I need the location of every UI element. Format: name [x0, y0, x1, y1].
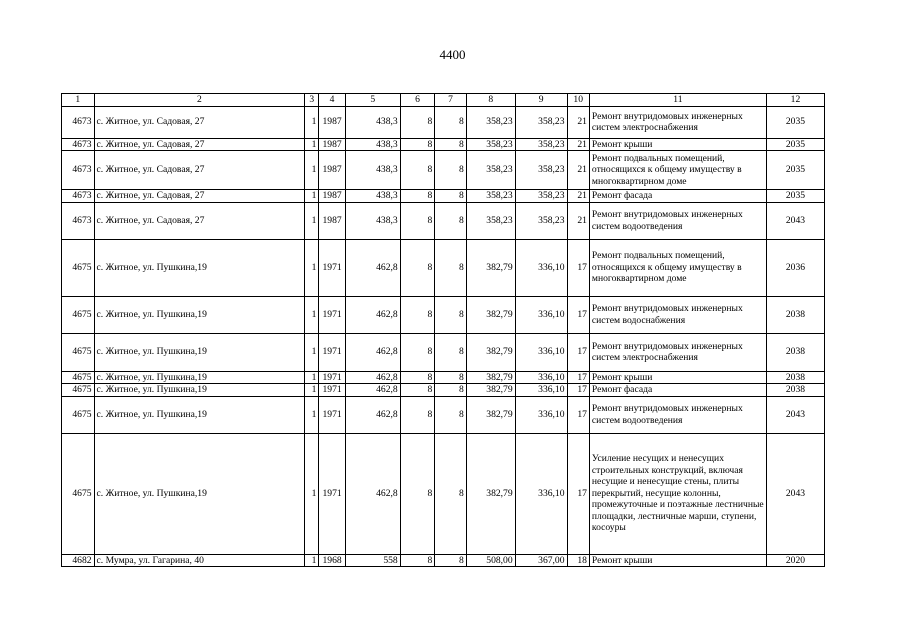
work-type-cell: Ремонт крыши [589, 371, 766, 384]
row-id-cell: 4675 [62, 396, 95, 433]
col10-cell: 17 [567, 333, 589, 371]
plan-year-cell: 2038 [766, 384, 824, 397]
col9-cell: 358,23 [515, 190, 567, 203]
column-number: 9 [515, 94, 567, 107]
table-row [62, 333, 825, 371]
area-cell: 462,8 [345, 296, 400, 333]
column-number: 3 [305, 94, 319, 107]
col9-cell: 358,23 [515, 106, 567, 138]
col10-cell: 17 [567, 296, 589, 333]
work-type-cell: Усиление несущих и ненесущих строительных конструкций, включая несущие и ненесущие стены, плиты перекрытий, несущие колонны, промежуточные и поэтажные лестничные площадки, лестничные марши, ступени, косоуры [589, 433, 766, 554]
plan-year-cell: 2035 [766, 151, 824, 190]
area-cell: 438,3 [345, 106, 400, 138]
address-cell: с. Житное, ул. Пушкина,19 [94, 333, 305, 371]
address-cell: с. Житное, ул. Пушкина,19 [94, 371, 305, 384]
col7-cell: 8 [435, 202, 467, 239]
area-cell: 438,3 [345, 190, 400, 203]
row-id-cell: 4673 [62, 202, 95, 239]
col8-cell: 382,79 [466, 296, 515, 333]
table-row [62, 296, 825, 333]
row-id-cell: 4682 [62, 554, 95, 567]
column-number: 2 [94, 94, 305, 107]
area-cell: 462,8 [345, 239, 400, 296]
col3-cell: 1 [305, 384, 319, 397]
table-row [62, 396, 825, 433]
year-cell: 1971 [319, 333, 345, 371]
column-number: 5 [345, 94, 400, 107]
row-id-cell: 4675 [62, 371, 95, 384]
column-number: 8 [466, 94, 515, 107]
page-number: 4400 [439, 47, 466, 62]
row-id-cell: 4675 [62, 239, 95, 296]
area-cell: 462,8 [345, 371, 400, 384]
col7-cell: 8 [435, 239, 467, 296]
col9-cell: 336,10 [515, 396, 567, 433]
col8-cell: 382,79 [466, 239, 515, 296]
year-cell: 1971 [319, 296, 345, 333]
col7-cell: 8 [435, 106, 467, 138]
col6-cell: 8 [400, 106, 435, 138]
col10-cell: 21 [567, 138, 589, 151]
col10-cell: 21 [567, 106, 589, 138]
col9-cell: 358,23 [515, 151, 567, 190]
column-number-row [62, 94, 825, 107]
address-cell: с. Житное, ул. Пушкина,19 [94, 433, 305, 554]
row-id-cell: 4675 [62, 384, 95, 397]
col3-cell: 1 [305, 151, 319, 190]
col9-cell: 367,00 [515, 554, 567, 567]
work-type-cell: Ремонт подвальных помещений, относящихся к общему имуществу в многоквартирном доме [589, 151, 766, 190]
col8-cell: 382,79 [466, 396, 515, 433]
table-row [62, 202, 825, 239]
col8-cell: 508,00 [466, 554, 515, 567]
table-row [62, 554, 825, 567]
work-type-cell: Ремонт крыши [589, 138, 766, 151]
address-cell: с. Житное, ул. Пушкина,19 [94, 296, 305, 333]
col6-cell: 8 [400, 371, 435, 384]
work-type-cell: Ремонт подвальных помещений, относящихся к общему имуществу в многоквартирном доме [589, 239, 766, 296]
col7-cell: 8 [435, 151, 467, 190]
col6-cell: 8 [400, 296, 435, 333]
plan-year-cell: 2038 [766, 333, 824, 371]
work-type-cell: Ремонт внутридомовых инженерных систем электроснабжения [589, 106, 766, 138]
area-cell: 438,3 [345, 151, 400, 190]
col9-cell: 336,10 [515, 433, 567, 554]
work-type-cell: Ремонт внутридомовых инженерных систем водоснабжения [589, 296, 766, 333]
plan-year-cell: 2038 [766, 296, 824, 333]
col8-cell: 358,23 [466, 151, 515, 190]
table-row [62, 239, 825, 296]
work-type-cell: Ремонт внутридомовых инженерных систем водоотведения [589, 202, 766, 239]
col8-cell: 358,23 [466, 106, 515, 138]
year-cell: 1971 [319, 396, 345, 433]
col10-cell: 18 [567, 554, 589, 567]
plan-year-cell: 2035 [766, 138, 824, 151]
col7-cell: 8 [435, 371, 467, 384]
address-cell: с. Житное, ул. Садовая, 27 [94, 190, 305, 203]
col8-cell: 382,79 [466, 433, 515, 554]
plan-year-cell: 2043 [766, 396, 824, 433]
row-id-cell: 4673 [62, 106, 95, 138]
row-id-cell: 4673 [62, 151, 95, 190]
table-row [62, 190, 825, 203]
plan-year-cell: 2043 [766, 202, 824, 239]
col8-cell: 382,79 [466, 333, 515, 371]
col7-cell: 8 [435, 333, 467, 371]
col9-cell: 358,23 [515, 138, 567, 151]
year-cell: 1971 [319, 433, 345, 554]
area-cell: 462,8 [345, 333, 400, 371]
column-number: 7 [435, 94, 467, 107]
column-number: 4 [319, 94, 345, 107]
work-type-cell: Ремонт крыши [589, 554, 766, 567]
row-id-cell: 4675 [62, 333, 95, 371]
work-type-cell: Ремонт внутридомовых инженерных систем электроснабжения [589, 333, 766, 371]
year-cell: 1971 [319, 384, 345, 397]
col10-cell: 17 [567, 384, 589, 397]
address-cell: с. Житное, ул. Садовая, 27 [94, 138, 305, 151]
repair-schedule-table [61, 93, 825, 567]
col3-cell: 1 [305, 333, 319, 371]
col7-cell: 8 [435, 190, 467, 203]
col9-cell: 336,10 [515, 371, 567, 384]
col10-cell: 17 [567, 239, 589, 296]
col8-cell: 382,79 [466, 371, 515, 384]
col7-cell: 8 [435, 138, 467, 151]
col10-cell: 17 [567, 433, 589, 554]
col10-cell: 21 [567, 151, 589, 190]
row-id-cell: 4673 [62, 138, 95, 151]
col10-cell: 21 [567, 190, 589, 203]
plan-year-cell: 2020 [766, 554, 824, 567]
col7-cell: 8 [435, 433, 467, 554]
address-cell: с. Житное, ул. Пушкина,19 [94, 396, 305, 433]
column-number: 1 [62, 94, 95, 107]
col9-cell: 358,23 [515, 202, 567, 239]
col9-cell: 336,10 [515, 239, 567, 296]
col6-cell: 8 [400, 433, 435, 554]
col10-cell: 17 [567, 371, 589, 384]
col6-cell: 8 [400, 384, 435, 397]
col3-cell: 1 [305, 371, 319, 384]
work-type-cell: Ремонт фасада [589, 384, 766, 397]
area-cell: 438,3 [345, 138, 400, 151]
address-cell: с. Мумра, ул. Гагарина, 40 [94, 554, 305, 567]
column-number: 10 [567, 94, 589, 107]
row-id-cell: 4675 [62, 296, 95, 333]
address-cell: с. Житное, ул. Пушкина,19 [94, 384, 305, 397]
col3-cell: 1 [305, 554, 319, 567]
area-cell: 462,8 [345, 384, 400, 397]
address-cell: с. Житное, ул. Пушкина,19 [94, 239, 305, 296]
col6-cell: 8 [400, 554, 435, 567]
area-cell: 462,8 [345, 396, 400, 433]
table-row [62, 151, 825, 190]
col10-cell: 17 [567, 396, 589, 433]
column-number: 12 [766, 94, 824, 107]
col8-cell: 358,23 [466, 190, 515, 203]
col3-cell: 1 [305, 202, 319, 239]
area-cell: 558 [345, 554, 400, 567]
table-row [62, 371, 825, 384]
col6-cell: 8 [400, 190, 435, 203]
table-row [62, 138, 825, 151]
col3-cell: 1 [305, 190, 319, 203]
table-row [62, 433, 825, 554]
col3-cell: 1 [305, 239, 319, 296]
col6-cell: 8 [400, 396, 435, 433]
col9-cell: 336,10 [515, 333, 567, 371]
col6-cell: 8 [400, 239, 435, 296]
row-id-cell: 4675 [62, 433, 95, 554]
address-cell: с. Житное, ул. Садовая, 27 [94, 202, 305, 239]
plan-year-cell: 2036 [766, 239, 824, 296]
address-cell: с. Житное, ул. Садовая, 27 [94, 106, 305, 138]
col3-cell: 1 [305, 138, 319, 151]
address-cell: с. Житное, ул. Садовая, 27 [94, 151, 305, 190]
col9-cell: 336,10 [515, 296, 567, 333]
table-row [62, 384, 825, 397]
year-cell: 1968 [319, 554, 345, 567]
col6-cell: 8 [400, 138, 435, 151]
col3-cell: 1 [305, 106, 319, 138]
plan-year-cell: 2035 [766, 190, 824, 203]
col3-cell: 1 [305, 433, 319, 554]
plan-year-cell: 2038 [766, 371, 824, 384]
year-cell: 1987 [319, 202, 345, 239]
year-cell: 1971 [319, 239, 345, 296]
year-cell: 1971 [319, 371, 345, 384]
year-cell: 1987 [319, 106, 345, 138]
column-number: 6 [400, 94, 435, 107]
col9-cell: 336,10 [515, 384, 567, 397]
year-cell: 1987 [319, 151, 345, 190]
col7-cell: 8 [435, 554, 467, 567]
year-cell: 1987 [319, 190, 345, 203]
col8-cell: 382,79 [466, 384, 515, 397]
work-type-cell: Ремонт внутридомовых инженерных систем водоотведения [589, 396, 766, 433]
table-row [62, 106, 825, 138]
col8-cell: 358,23 [466, 138, 515, 151]
plan-year-cell: 2043 [766, 433, 824, 554]
area-cell: 438,3 [345, 202, 400, 239]
col6-cell: 8 [400, 333, 435, 371]
col3-cell: 1 [305, 396, 319, 433]
col6-cell: 8 [400, 151, 435, 190]
col8-cell: 358,23 [466, 202, 515, 239]
col6-cell: 8 [400, 202, 435, 239]
col7-cell: 8 [435, 384, 467, 397]
plan-year-cell: 2035 [766, 106, 824, 138]
col3-cell: 1 [305, 296, 319, 333]
year-cell: 1987 [319, 138, 345, 151]
row-id-cell: 4673 [62, 190, 95, 203]
col10-cell: 21 [567, 202, 589, 239]
col7-cell: 8 [435, 396, 467, 433]
work-type-cell: Ремонт фасада [589, 190, 766, 203]
column-number: 11 [589, 94, 766, 107]
col7-cell: 8 [435, 296, 467, 333]
area-cell: 462,8 [345, 433, 400, 554]
